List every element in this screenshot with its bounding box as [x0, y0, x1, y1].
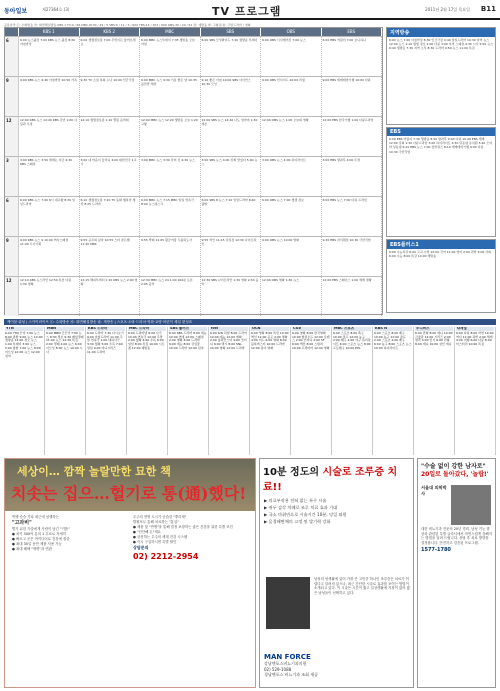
channel-header: EBS — [322, 28, 383, 36]
cable-channel-column — [45, 327, 86, 455]
ad-bullet: ● 제품 및 "만병"을 통해 결정 보장하는 좋은 건강을 위한 특별 조건 — [133, 525, 233, 529]
ad-bullet: ● 치키 300억 분의 1 무료로 자세히 — [12, 532, 67, 536]
program-cell: 12:00 MBC 뉴스 12:20 생방송 오늘 1:20 고향 — [140, 117, 201, 156]
newspaper-name: 동아일보 — [4, 8, 28, 15]
ad-bullet: ● 즉시 구입하시면 특별 할인 — [133, 540, 177, 544]
cable-channel-name: YTN — [5, 327, 43, 331]
time-slot: 3 — [5, 157, 19, 196]
cable-channel-column — [250, 327, 291, 455]
cable-channel-column — [127, 327, 168, 455]
ad-bullet: ● 상징하는 우주의 세계 건강 시스템 — [133, 535, 188, 539]
program-cell: 6:00 EBS 뉴스 7:00 다큐 프라임 — [322, 197, 383, 236]
program-cell: 9:00 OBS 인사이드 10:00 리빙 — [261, 77, 322, 116]
doctor-photo — [266, 577, 310, 629]
program-cell: 6:00 MBC 뉴스투데이 7:35 생방송 오늘 아침 — [140, 37, 201, 76]
program-cell: 9:30 EBS 지식채널 10:30 극한직업 — [322, 237, 383, 276]
cable-channel-name: CGV — [292, 327, 330, 331]
schedule-row — [5, 196, 382, 236]
program-cell: 6:00 KBS 뉴스 7:00 6시 내고향 8:30 일일드라마 — [19, 197, 80, 236]
cable-channel-column — [455, 327, 496, 455]
ad-banner-slogan: 치솟는 집으…헐기로 통(通)했다! — [11, 484, 247, 503]
program-cell: 12:00 KBS 뉴스 12:40 KBS 강연 1:00 사랑과 우정 — [19, 117, 80, 156]
side-box — [386, 239, 496, 313]
side-box — [386, 27, 496, 125]
ad-column-right — [130, 515, 251, 559]
clinic-advertisement — [259, 458, 414, 688]
program-cell: 9:00 EBS 세계테마기행 10:00 다큐 — [322, 77, 383, 116]
program-cell: 6:00 MBC 뉴스 7:15 MBC 일일 연속극 8:00 뉴스데스크 — [140, 197, 201, 236]
clinic-ad-bullet: ▶ 의료부작용 전혀 없는 특수 시술 — [264, 498, 327, 503]
schedule-row — [5, 156, 382, 196]
health-ad-body: 대한 비뇨기과 전문의 20년 경력. 남성 기능 향상과 관련된 특별 클리닉에서 자연스럽게 강해지는 방법을 알려 드립니다. 상담 후 치료 방향을 결정합니다. 안전하고 검증된 프로그램. — [421, 527, 492, 545]
side-box-body: 6:00 EBS 어린이 7:30 생방송 8:50 방과후 9:40 다큐 10:40 EBS 세계 12:00 강의 1:30 다큐프라임 3:00 하이라이트 4:30 딩동댕 유치원 5:40 모여라 딩동댕 6:20 EBS 뉴스 7:00 장학퀴즈 8:10 세계테마기행 9:00 다큐 10:30 극한직업 — [389, 137, 493, 154]
health-advertisement — [417, 458, 496, 688]
cable-channel-listing: 6:00 영화 8:00 특선 10:00 액션 12:00 공포 2:00 명화 4:00 미드 6:00 영화 8:00 블록버스터 10:00 드라마 12:00 심야 영화 — [251, 330, 289, 350]
cable-channel-column — [86, 327, 127, 455]
tv-schedule-grid — [4, 27, 383, 315]
issue-date: 2011년 2월 17일 목요일 — [425, 7, 470, 12]
side-schedule — [386, 27, 496, 315]
side-box — [386, 127, 496, 237]
health-ad-headline-a: "수술 없이 강한 남자로" — [421, 463, 486, 470]
program-cell: 6:00 OBS 뉴스 7:00 생생 정보 — [261, 197, 322, 236]
cable-channel-listing: 6:00 SBS 드라마 8:00 예능 10:00 연예 12:00 스페셜 2:00 영화 4:00 드라마 6:00 예능 8:00 강심장 10:00 드라마 12:00 심야 — [169, 330, 207, 350]
cable-channel-listing: 6:00 YTN 모닝 7:00 뉴스 8:00 종합 9:00 뉴스 10:00 생방송 12:00 정오 뉴스 1:00 투데이 3:00 뉴스 5:00 종합 7:00 뉴스 8:00 이브닝 10:00 뉴스 12:00 심야 — [5, 330, 43, 358]
schedule-rows — [5, 36, 382, 316]
channel-header: OBS — [261, 28, 322, 36]
time-column-header — [5, 28, 19, 36]
page-header — [0, 0, 500, 20]
cable-channel-column — [168, 327, 209, 455]
program-cell: 6:00 뉴스광장 7:00 KBS 뉴스 광장 8:30 아침마당 — [19, 37, 80, 76]
program-cell: 6:00 EBS 어린이 7:00 보니하니 — [322, 37, 383, 76]
time-slot: 12 — [5, 117, 19, 156]
side-box-body: 6:00 수능특강 8:00 고교 수학 10:00 국어 12:00 영어 2:00 과학 4:00 사회 6:00 수능 8:00 특강 10:00 재방송 — [389, 250, 492, 259]
clinic-ad-bullet: ▶ 음경해면체의 고정 및 발기력 강화 — [264, 519, 331, 524]
program-cell: 9:00 MBC 뉴스 9:30 기분 좋은 날 10:35 볼만한 세상 — [140, 77, 201, 116]
health-ad-phone: 1577-1780 — [421, 547, 451, 554]
program-cell: 9:55 공주의 남자 10:55 스타 골든벨 11:40 DBR — [80, 237, 141, 276]
program-cell: 12:00 SBS 뉴스 12:40 나도 엄마야 1:30 세븐 — [201, 117, 262, 156]
side-box-body: 6:00 뉴스 7:00 아침마당 8:30 인간극장 9:40 일일드라마 10:30 지역 뉴스 12:00 뉴스 1:10 생생 정보 2:00 다큐 3:00 지역 스페셜 4:30 시사 5:50 뉴스 6:40 생방송 7:30 지역 소식 8:30 드라마 9:50 뉴스 11:00 특집 — [389, 38, 493, 51]
cable-channel-name: Q채널 — [456, 327, 494, 331]
doctor-photo — [451, 485, 491, 525]
side-box-title: 지역방송 — [387, 28, 495, 37]
clinic-ad-footer — [264, 653, 410, 683]
book-advertisement — [4, 458, 256, 688]
ad-column-left — [9, 515, 130, 559]
cable-channel-listing: 6:00 다큐 8:00 자연 10:00 역사 12:00 과학 2:00 세계 4:00 여행 6:00 다큐 8:00 미스터리 10:00 특집 — [456, 330, 494, 347]
cable-section-bar: 케이블·위성 | 스카이라이프 ㉦: 수화방송 ㉮: 화면해설방송 ㉱: 재방송 | 스포츠·오락·드라마·영화·교양·어린이 채널 편성표 — [4, 319, 496, 325]
program-cell: 12:00 EBS 스페이스 1:00 세계 명화 — [322, 277, 383, 316]
clinic-ad-body: 남성의 성생활에 있어 가장 큰 고민중 하나인 조루증은 치료가 어렵다고 알려져 있으나, 최근 간단한 시술로 효과를 보이는 방법이 소개되고 있다. 이 시술은 시간이 짧고 일상생활에 지장이 없어 많은 남성들이 선택하고 있다. — [314, 577, 410, 595]
ad-text: 발원포도 통해 치료하는 "통일" — [133, 520, 179, 524]
ad-text: 빨기 묘한 가출에게 사람이 남긴 "거품" — [12, 527, 70, 531]
ad-text: 빅뱅·승승·기타 최근에 성행하는 — [12, 515, 59, 519]
program-cell: 9:30 TV 소설 복희 누나 10:00 인간극장 — [80, 77, 141, 116]
ad-phone-label: 상담문의 — [133, 545, 149, 550]
health-ad-headline — [418, 459, 495, 483]
cable-channel-name: MBC 스포츠 — [333, 327, 371, 331]
program-cell: 6:00 SBS 8 뉴스 7:10 일일드라마 8:40 출발 — [201, 197, 262, 236]
schedule-row — [5, 116, 382, 156]
program-cell: 12:30 MBC 뉴스 24 1:00 100분 토론 2:05 음악 — [140, 277, 201, 316]
program-cell: 6:00 생생정보통 7:00 무엇이든 물어보세요 — [80, 37, 141, 76]
program-cell: 6:00 SBS 모닝와이드 7:20 생방송 투데이 — [201, 37, 262, 76]
cable-channel-listing: 6:00 tvN 리얼 8:00 드라마 10:00 예능 12:00 영화 2:00 롤러코스터 4:00 코미디 6:00 택시 8:00 SNL 10:00 영화 12:00 드라마 — [210, 330, 247, 350]
side-box-title: EBS — [387, 128, 495, 136]
program-cell: 12:10 생생정보통 1:10 열린 음악회 — [80, 117, 141, 156]
cable-channel-name: OCN — [251, 327, 289, 331]
program-cell: 9:10 좋은 아침 10:00 SBS 사이언스 10:30 모닝 — [201, 77, 262, 116]
page-title: TV 프로그램 — [212, 5, 282, 18]
program-cell: 3:00 MBC 뉴스 3:30 닥터 진 4:30 뉴스 — [140, 157, 201, 196]
clinic-phone: 02) 529-1088 — [264, 667, 292, 672]
cable-channel-column — [373, 327, 414, 455]
cable-channel-name: SBS 플러스 — [169, 327, 207, 331]
channel-header: SBS — [201, 28, 262, 36]
program-cell: 3:00 SBS 뉴스 4:00 진짜 맛있다 5:00 뉴스 — [201, 157, 262, 196]
program-cell: 12:30 SBS 나이트라인 1:30 영화 2:30 음악 — [201, 277, 262, 316]
cable-channel-name: KBS 드라마 — [87, 327, 125, 331]
program-cell: 9:00 OBS 뉴스 10:00 영화 — [261, 237, 322, 276]
cable-channel-column — [209, 327, 250, 455]
schedule-legend: 공용자막 ㉦: 수화방송 ㉮: 화면해설방송 KBS 1 TV:9 / 66 MBC-W:30 / 49 / 5 SBS:6 / 11 / 3 / 600 TBS:14 / 303 / 600 OBS:30 / 40 / 61 ㉱: 재방송 ㉲: 고화질 ㉳: 주말드라마 / 영화 — [4, 23, 251, 27]
channel-header: KBS 2 — [80, 28, 141, 36]
clinic-logo: MAN FORCE — [264, 653, 311, 661]
program-cell: 6:00 OBS 시사매거진 7:00 뉴스 — [261, 37, 322, 76]
clinic-ad-bullet: ▶ 국소 마취만으로 시술시간 10분, 당일 퇴원 — [264, 512, 347, 517]
ad-bullet: ● 최대 30일 동안 제품 사용 가능 — [12, 542, 62, 546]
cable-channel-listing: 6:00 드라마넷 8:00 사극 10:00 연속극 12:00 주말 2:00 월화 4:00 수목 6:00 일일 8:00 특집 10:00 시트콤 12:00 재방송 — [128, 330, 165, 350]
ad-bullet: ● "단단해 돈"세요 — [133, 530, 161, 534]
cable-channel-column — [291, 327, 332, 455]
time-slot: 9 — [5, 237, 19, 276]
time-slot: 6 — [5, 37, 19, 76]
schedule-row — [5, 36, 382, 76]
clinic-ad-headline — [260, 459, 413, 497]
clinic-ad-note: 경남밴포스 비뇨기과 조회 제공 — [264, 672, 319, 677]
clinic-name: 강남맨포스비뇨기과의원 — [264, 661, 307, 666]
time-slot: 9 — [5, 77, 19, 116]
issue-number: 제27364호 (3) — [42, 7, 70, 12]
cable-channel-name: tvN — [210, 327, 248, 331]
page-number: B11 — [480, 5, 496, 13]
cable-channel-listing: 6:00 스포츠 8:00 축구 10:00 골프 12:00 농구 2:00 배구 4:00 야구 하이라이트 6:00 스포츠 뉴스 8:00 프로배구 10:00 EPL — [333, 330, 371, 350]
cable-channel-column — [414, 327, 455, 455]
program-cell: 12:15 해피투게더 1:10 KBS 뉴스 2:00 영화 — [80, 277, 141, 316]
side-box-title: EBS플러스1 — [387, 240, 495, 249]
clinic-ad-bullet: ▶ 귀두 감각 차폐로 조루 치료 효과 기대 — [264, 505, 338, 510]
cable-channel-column — [4, 327, 45, 455]
channel-header: MBC — [140, 28, 201, 36]
program-cell: 9:55 싸인 11:15 강심장 12:30 나이트라인 — [201, 237, 262, 276]
cable-channel-listing: 6:00 만화 8:00 애니 10:00 극장판 12:00 시리즈 2:00 명작 4:00 인기 6:00 만화 8:00 애니 10:00 성인 애니 — [415, 330, 453, 347]
clinic-ad-headline-a: 10분 정도의 — [263, 467, 323, 478]
health-ad-subhead: 서울대 의학박사 — [421, 485, 447, 496]
health-ad-headline-b: 20일로 돌아갔다, '놀랍!' — [421, 471, 489, 478]
time-slot: 6 — [5, 197, 19, 236]
program-cell: 3:00 OBS 뉴스 4:00 하이라이트 — [261, 157, 322, 196]
cable-channel-listing: 6:00 영화 8:00 한국영화 10:00 할리우드 12:00 로맨스 2:00 코미디 4:00 SF 6:00 액션 8:00 스릴러 10:00 프리미어 12:00 영화 — [292, 330, 330, 350]
schedule-row — [5, 76, 382, 116]
cable-channel-listing: 6:00 MBN 굿모닝 7:00 뉴스 8:30 정보 9:30 매일경제 11:00 뉴스 12:30 특집 2:00 경제 4:00 뉴스 6:00 이브닝 8:00 뉴스 10:00 시사 — [46, 330, 84, 354]
program-cell: 3:00 KBS 뉴스 3:50 세계는 지금 4:30 KBS 스페셜 — [19, 157, 80, 196]
program-cell: 9:00 KBS 뉴스 9 10:00 역사스페셜 11:00 시사기획 — [19, 237, 80, 276]
program-cell: 3:00 내 마음이 들리니 4:00 대한민국 1교시 — [80, 157, 141, 196]
ad-keyword: "고과비" — [12, 520, 32, 526]
ad-banner — [5, 459, 255, 511]
ad-bullet: ● 최대 혜택 "생명"과 연관 — [12, 547, 52, 551]
cable-channel-name: MBN — [46, 327, 84, 331]
channel-header: KBS 1 — [19, 28, 80, 36]
program-cell: 12:00 OBS 영화 1:30 뉴스 — [261, 277, 322, 316]
cable-channel-name: MBC 드라마 — [128, 327, 166, 331]
ad-banner-headline: 세상이… 깜짝 놀랄만한 묘한 책 — [17, 465, 171, 478]
ad-text: 우주의 현명 도시가 공습한 "뿌리제" — [133, 515, 187, 519]
ad-phone-number: 02) 2212-2954 — [133, 552, 199, 561]
cable-channel-listing: 6:00 드라마 7:30 다시보기 9:00 아침드라마 11:00 주말 연속극 1:00 대하사극 3:30 월화 5:00 수목 7:00 일일 9:00 미니시리즈 11:00 드라마 — [87, 330, 124, 354]
schedule-row — [5, 276, 382, 316]
channel-header-row — [5, 28, 382, 36]
program-cell: 6:10 생생정보통 7:20 TV 동화 행복한 세상 8:25 드라마 — [80, 197, 141, 236]
program-cell: 9:55 짝패 11:05 황금어장 무릎팍도사 — [140, 237, 201, 276]
program-cell: 12:00 OBS 뉴스 1:00 오늘의 영화 — [261, 117, 322, 156]
clinic-ad-headline-b: 시술로 조루증 치료!! — [263, 467, 398, 493]
cable-channel-name: 투니버스 — [415, 327, 453, 331]
cable-channel-column — [332, 327, 373, 455]
cable-channel-name: KBS N — [374, 327, 412, 331]
time-slot: 12 — [5, 277, 19, 316]
program-cell: 9:00 KBS 뉴스 9:40 아침마당 10:50 가족 — [19, 77, 80, 116]
ad-bullet: ● 빠르고 곧은 아이디어로 건강에 집중 — [12, 537, 70, 541]
program-cell: 12:00 EBS 한국기행 1:00 다큐프라임 — [322, 117, 383, 156]
program-cell: 3:00 EBS 방과후 4:00 뚜껑 — [322, 157, 383, 196]
cable-channel-listing: 6:00 스포츠 8:00 배구 10:00 농구 12:00 골프 2:00 스포츠 4:00 배구 6:00 농구 8:00 스포츠 뉴스 10:00 하이라이트 — [374, 330, 412, 350]
cable-schedule — [4, 327, 496, 455]
schedule-row — [5, 236, 382, 276]
program-cell: 12:10 KBS 뉴스라인 12:50 특선 다큐 1:30 영화 — [19, 277, 80, 316]
